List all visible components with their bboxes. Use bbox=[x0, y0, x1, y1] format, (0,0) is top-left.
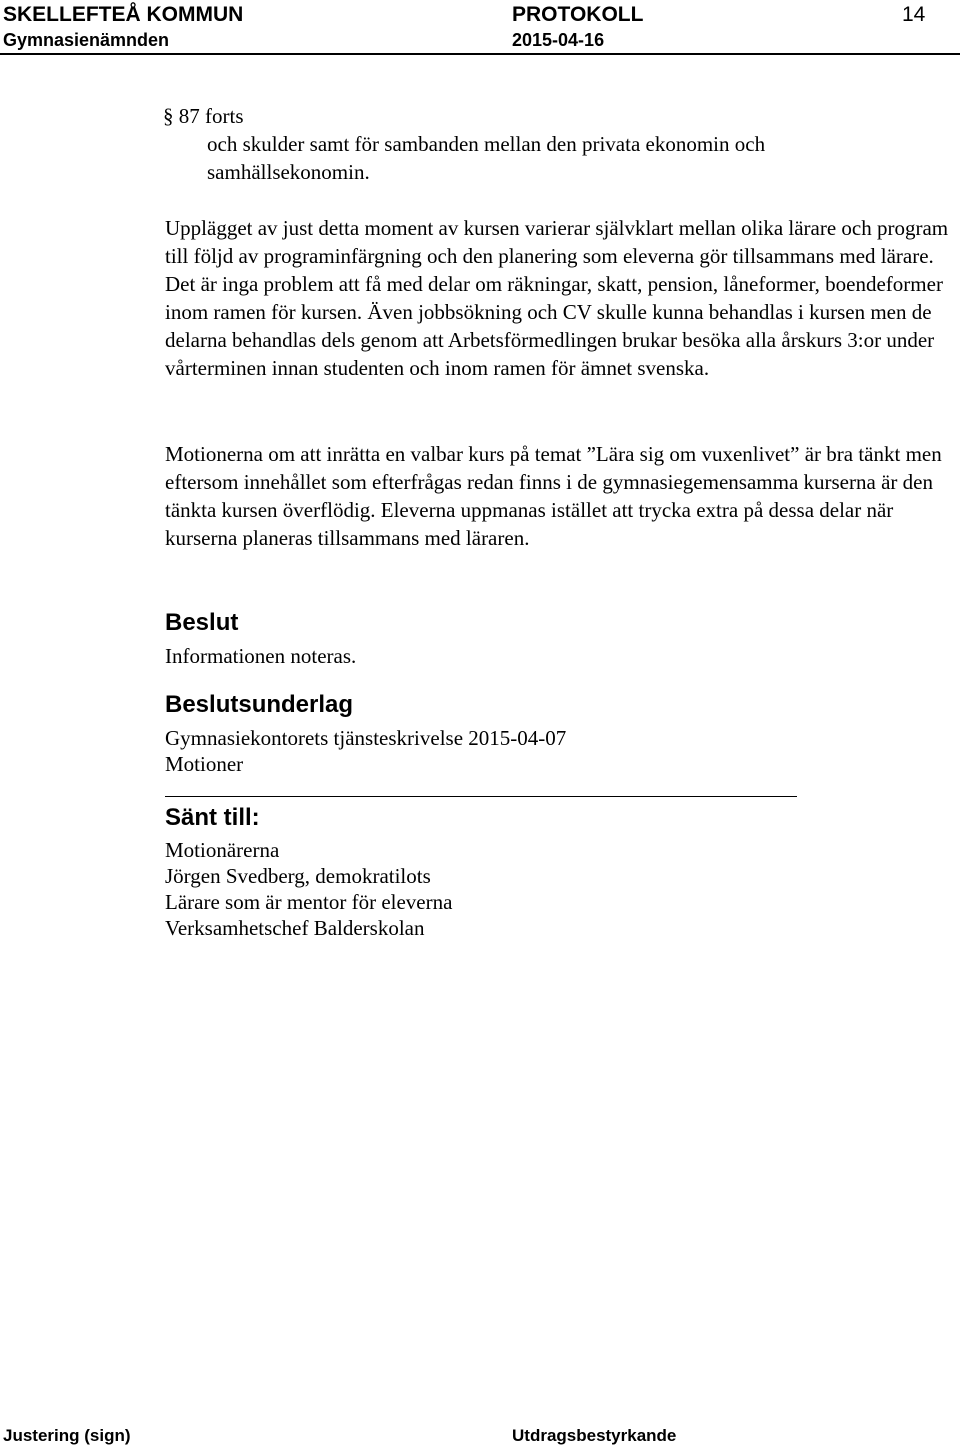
beslutsunderlag-heading: Beslutsunderlag bbox=[165, 691, 354, 718]
recipient-item: Verksamhetschef Balderskolan bbox=[165, 916, 425, 940]
beslut-text: Informationen noteras. bbox=[165, 644, 357, 668]
committee-name: Gymnasienämnden bbox=[3, 30, 170, 50]
section-title: § 87 forts bbox=[163, 104, 244, 128]
underlag-item: Motioner bbox=[165, 752, 244, 776]
recipient-item: Motionärerna bbox=[165, 838, 280, 862]
separator-line bbox=[165, 796, 797, 797]
underlag-item: Gymnasiekontorets tjänsteskrivelse 2015-04-07 bbox=[165, 726, 567, 750]
page-number: 14 bbox=[902, 3, 926, 26]
organization-name: SKELLEFTEÅ KOMMUN bbox=[3, 3, 244, 26]
sant-till-heading: Sänt till: bbox=[165, 804, 260, 831]
section-continuation-text: och skulder samt för sambanden mellan den privata ekonomin och samhällsekonomin. bbox=[207, 132, 766, 184]
recipient-item: Jörgen Svedberg, demokratilots bbox=[165, 864, 431, 888]
beslut-heading: Beslut bbox=[165, 609, 239, 636]
footer-utdragsbestyrkande: Utdragsbestyrkande bbox=[512, 1426, 677, 1445]
header-divider bbox=[0, 53, 960, 55]
footer-justering: Justering (sign) bbox=[3, 1426, 131, 1445]
document-type: PROTOKOLL bbox=[512, 3, 644, 26]
paragraph-motion-assessment: Motionerna om att inrätta en valbar kurs på temat ”Lära sig om vuxenlivet” är bra tänkt men eftersom innehållet som efterfrågas redan finns i de gymnasiegemensamma kurserna är den tänkta kursen överflödig. Eleverna uppmanas istället att trycka extra på dessa delar när kurserna planeras tillsammans med läraren. bbox=[165, 442, 942, 550]
meeting-date: 2015-04-16 bbox=[512, 30, 605, 50]
recipient-item: Lärare som är mentor för eleverna bbox=[165, 890, 453, 914]
paragraph-course-structure: Upplägget av just detta moment av kursen varierar självklart mellan olika lärare och program till följd av programinfärgning och den planering som eleverna gör tillsammans med lärare. Det är inga problem att få med delar om räkningar, skatt, pension, låneformer, boendeformer inom ramen för kursen. Även jobbsökning och CV skulle kunna behandlas i kursen men de delarna behandlas dels genom att Arbetsförmedlingen brukar besöka alla årskurs 3:or under vårterminen innan studenten och inom ramen för ämnet svenska. bbox=[165, 216, 949, 380]
